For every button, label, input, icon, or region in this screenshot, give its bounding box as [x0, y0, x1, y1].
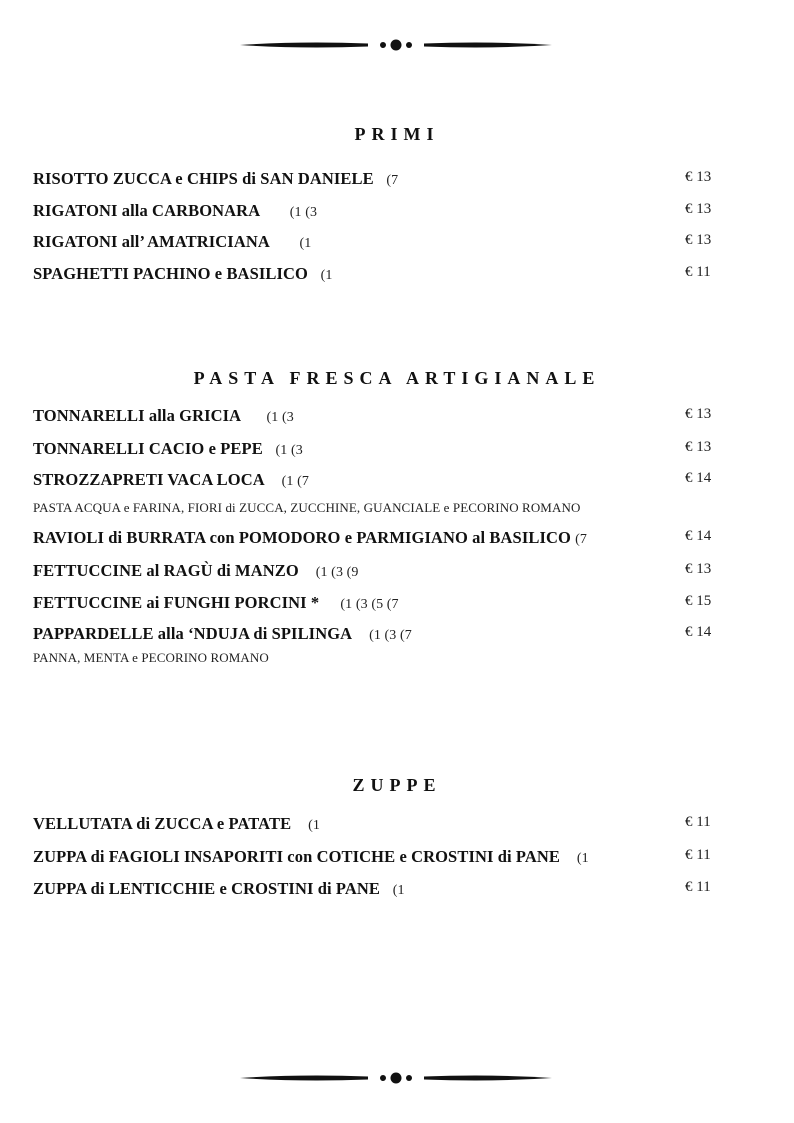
- item-name-wrap: [33, 406, 294, 426]
- menu-item: [33, 624, 723, 646]
- bottom-ornament-divider: [240, 1070, 552, 1086]
- item-name: FETTUCCINE al RAGÙ di MANZO: [33, 561, 299, 580]
- item-name-wrap: [33, 624, 412, 644]
- item-price: € 13: [685, 406, 712, 422]
- section-title-pasta-fresca: PASTA FRESCA ARTIGIANALE: [193, 368, 601, 388]
- section-title-primi: PRIMI: [354, 124, 440, 144]
- item-price: € 14: [685, 528, 712, 544]
- item-name: ZUPPA di FAGIOLI INSAPORITI con COTICHE e CROSTINI di PANE: [33, 847, 560, 866]
- item-name: SPAGHETTI PACHINO e BASILICO: [33, 264, 308, 283]
- item-name: RISOTTO ZUCCA e CHIPS di SAN DANIELE: [33, 169, 374, 188]
- item-price: € 14: [685, 624, 712, 640]
- item-price: € 13: [685, 201, 712, 217]
- menu-item: [33, 169, 723, 191]
- item-price: € 13: [685, 169, 712, 185]
- item-name-wrap: [33, 847, 589, 867]
- item-name-wrap: [33, 561, 359, 581]
- item-price: € 14: [685, 470, 712, 486]
- item-allergens: (1: [576, 851, 589, 866]
- item-allergens: (1 (3 (5 (7: [340, 597, 399, 612]
- item-allergens: (7: [386, 173, 399, 188]
- item-price: € 11: [685, 847, 711, 863]
- item-name: TONNARELLI alla GRICIA: [33, 406, 242, 425]
- item-name-wrap: [33, 232, 311, 252]
- item-description: PANNA, MENTA e PECORINO ROMANO: [33, 650, 269, 665]
- item-allergens: (1 (3: [275, 443, 303, 458]
- item-name: RIGATONI alla CARBONARA: [33, 201, 261, 220]
- item-price: € 13: [685, 232, 712, 248]
- item-allergens: (1: [308, 818, 320, 833]
- item-allergens: (1: [299, 236, 312, 251]
- item-name-wrap: [33, 470, 309, 490]
- item-price: € 11: [685, 814, 711, 830]
- item-name: RIGATONI all’ AMATRICIANA: [33, 232, 270, 251]
- item-allergens: (1 (3 (7: [369, 628, 412, 643]
- item-name-wrap: [33, 201, 317, 221]
- item-price: € 13: [685, 439, 712, 455]
- item-name: PAPPARDELLE alla ‘NDUJA di SPILINGA: [33, 624, 353, 643]
- menu-item: [33, 264, 723, 286]
- menu-item: [33, 439, 723, 461]
- menu-item: [33, 201, 723, 223]
- top-ornament-divider: [240, 37, 552, 53]
- menu-item: [33, 406, 723, 428]
- item-name: RAVIOLI di BURRATA con POMODORO e PARMIGIANO al BASILICO: [33, 528, 571, 547]
- item-name: TONNARELLI CACIO e PEPE: [33, 439, 263, 458]
- menu-item: [33, 814, 723, 836]
- item-price: € 11: [685, 879, 711, 895]
- menu-item: [33, 847, 723, 869]
- item-price: € 13: [685, 561, 712, 577]
- menu-item: [33, 528, 723, 550]
- item-allergens: (1 (7: [281, 474, 309, 489]
- item-allergens: (7: [575, 532, 588, 547]
- item-name-wrap: [33, 528, 587, 548]
- item-name-wrap: [33, 264, 333, 284]
- item-allergens: (1: [392, 883, 405, 898]
- item-allergens: (1 (3: [289, 205, 318, 220]
- menu-item: [33, 470, 723, 492]
- item-name: FETTUCCINE ai FUNGHI PORCINI *: [33, 593, 320, 612]
- item-description: PASTA ACQUA e FARINA, FIORI di ZUCCA, ZUCCHINE, GUANCIALE e PECORINO ROMANO: [33, 500, 581, 515]
- item-allergens: (1 (3: [266, 410, 294, 425]
- item-price: € 11: [685, 264, 711, 280]
- item-name-wrap: [33, 879, 405, 899]
- item-name: STROZZAPRETI VACA LOCA: [33, 470, 265, 489]
- item-name-wrap: [33, 169, 398, 189]
- menu-item: [33, 879, 723, 901]
- item-allergens: (1 (3 (9: [315, 565, 359, 580]
- item-name-wrap: [33, 439, 303, 459]
- item-price: € 15: [685, 593, 712, 609]
- menu-item: [33, 561, 723, 583]
- menu-item: [33, 232, 723, 254]
- item-name: ZUPPA di LENTICCHIE e CROSTINI di PANE: [33, 879, 380, 898]
- section-title-zuppe: ZUPPE: [352, 775, 442, 795]
- item-name-wrap: [33, 593, 399, 613]
- menu-item: [33, 593, 723, 615]
- item-name-wrap: [33, 814, 320, 834]
- item-name: VELLUTATA di ZUCCA e PATATE: [33, 814, 292, 833]
- item-allergens: (1: [320, 268, 333, 283]
